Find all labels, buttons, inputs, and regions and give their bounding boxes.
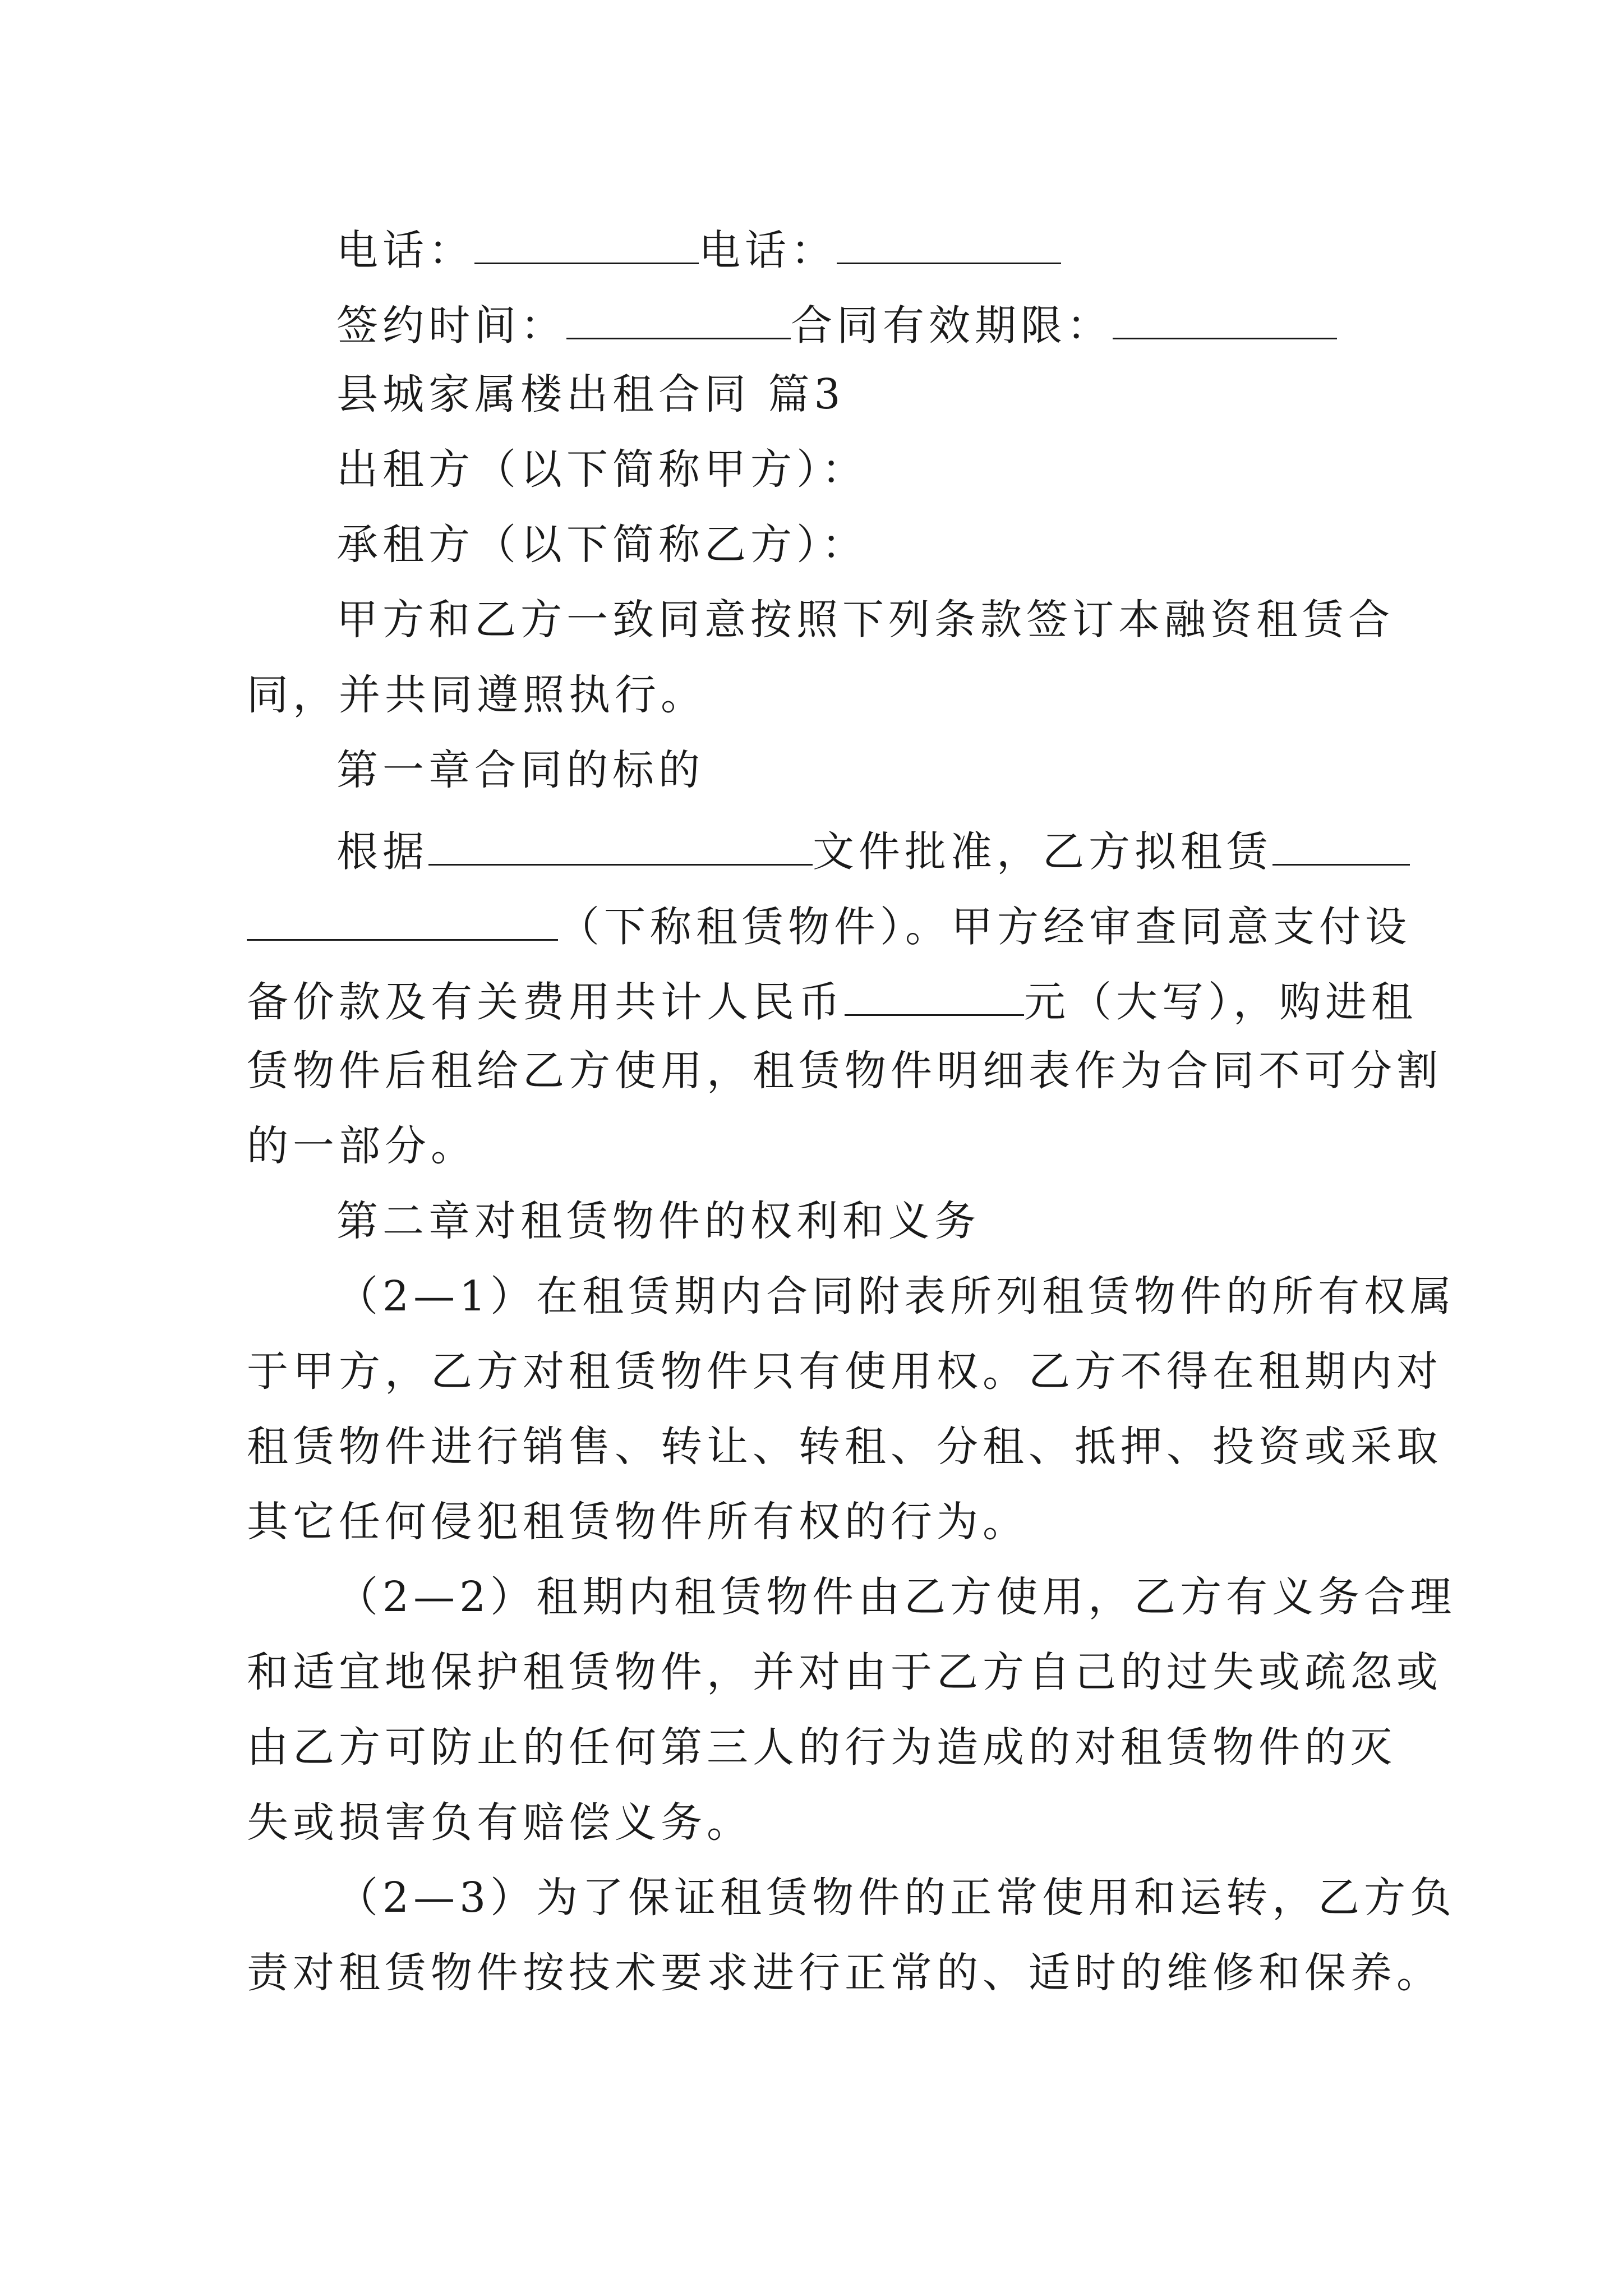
intro-line-2: 同，并共同遵照执行。: [247, 671, 707, 719]
phone-blank-party-a: [474, 223, 699, 264]
clause-2-1-line-2: 于甲方，乙方对租赁物件只有使用权。乙方不得在租期内对: [247, 1347, 1442, 1396]
price-text: 备价款及有关费用共计人民币: [247, 978, 845, 1027]
clause-2-1-line-3: 租赁物件进行销售、转让、转租、分租、抵押、投资或采取: [247, 1423, 1442, 1471]
leased-item-blank-start: [1272, 825, 1410, 866]
intro-line-1: 甲方和乙方一致同意按照下列条款签订本融资租赁合: [336, 596, 1394, 644]
validity-label: 合同有效期限：: [791, 301, 1113, 350]
clause-2-3-line-2: 责对租赁物件按技术要求进行正常的、适时的维修和保养。: [247, 1949, 1442, 1997]
validity-blank: [1113, 298, 1337, 339]
amount-suffix: 元（大写），购进租: [1024, 978, 1417, 1027]
amount-blank: [845, 975, 1024, 1016]
chapter-2-heading: 第二章对租赁物件的权利和义务: [336, 1197, 980, 1245]
chapter-1-line-4: 赁物件后租给乙方使用，租赁物件明细表作为合同不可分割: [247, 1047, 1442, 1095]
clause-2-2-line-2: 和适宜地保护租赁物件，并对由于乙方自己的过失或疏忽或: [247, 1648, 1442, 1696]
phone-line: [336, 223, 1486, 275]
contract-title: 县城家属楼出租合同 篇3: [336, 370, 845, 418]
chapter-1-heading: 第一章合同的标的: [336, 746, 704, 794]
clause-2-1-line-4: 其它任何侵犯租赁物件所有权的行为。: [247, 1498, 1029, 1546]
clause-2-2-line-3: 由乙方可防止的任何第三人的行为造成的对租赁物件的灭: [247, 1723, 1396, 1772]
leased-item-blank-end: [247, 900, 558, 941]
phone-label-party-b: 电话：: [699, 226, 837, 275]
clause-2-2-line-1: （2—2）租期内租赁物件由乙方使用，乙方有义务合理: [336, 1573, 1456, 1621]
signing-time-blank: [566, 298, 791, 339]
signing-time-label: 签约时间：: [336, 301, 566, 350]
chapter-1-line-5: 的一部分。: [247, 1122, 477, 1170]
document-basis-blank: [428, 825, 813, 866]
clause-2-1-line-1: （2—1）在租赁期内合同附表所列租赁物件的所有权属: [336, 1272, 1456, 1320]
chapter-1-line-3: [247, 975, 1417, 1027]
signing-line: [336, 298, 1486, 350]
phone-blank-party-b: [837, 223, 1061, 264]
approval-text: 文件批准，乙方拟租赁: [813, 827, 1272, 876]
chapter-1-line-2: [247, 900, 1411, 951]
basis-label: 根据: [336, 827, 428, 876]
chapter-1-line-1: [336, 825, 1486, 876]
lessor-line: 出租方（以下简称甲方）：: [336, 445, 868, 494]
leased-item-definition: （下称租赁物件）。甲方经审查同意支付设: [558, 903, 1411, 951]
phone-label-party-a: 电话：: [336, 226, 474, 275]
clause-2-3-line-1: （2—3）为了保证租赁物件的正常使用和运转，乙方负: [336, 1874, 1456, 1922]
lessee-line: 承租方（以下简称乙方）：: [336, 521, 868, 569]
clause-2-2-line-4: 失或损害负有赔偿义务。: [247, 1798, 753, 1847]
